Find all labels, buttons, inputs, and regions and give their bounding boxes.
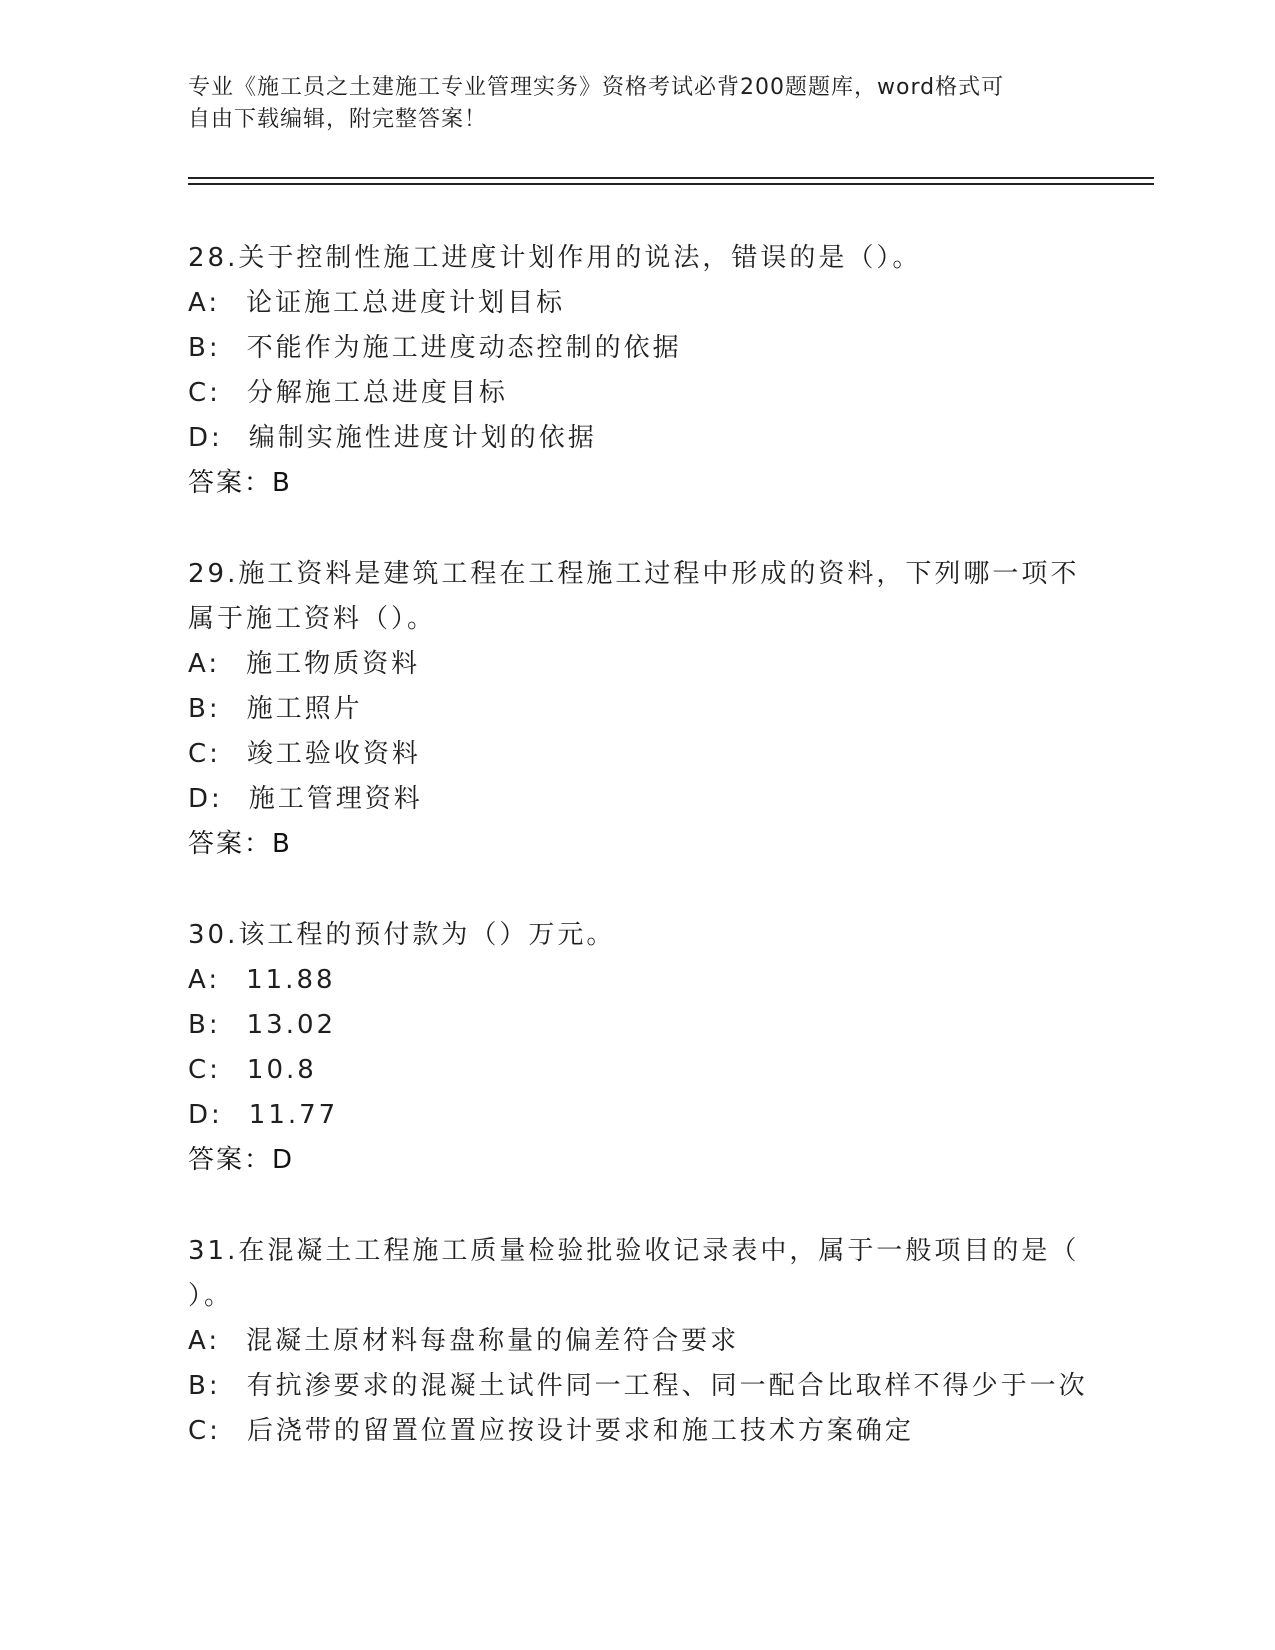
answer-line: 答案：B (188, 468, 292, 498)
option-row (188, 1048, 1088, 1093)
option-row (188, 1003, 1088, 1048)
option-text: 后浇带的留置位置应按设计要求和施工技术方案确定 (246, 1416, 914, 1446)
answer-line: 答案：B (188, 829, 292, 859)
document-header (188, 72, 1068, 136)
option-row (188, 1093, 1088, 1138)
header-line-1: 专业《施工员之土建施工专业管理实务》资格考试必背200题题库，word格式可 (188, 75, 1005, 100)
option-row (188, 281, 1088, 326)
question-block (188, 236, 1088, 506)
question-stem: ）。 (188, 1281, 234, 1311)
option-key: C: (188, 1055, 221, 1085)
option-row (188, 732, 1088, 777)
option-row (188, 1409, 1088, 1454)
option-row (188, 326, 1088, 371)
header-divider-bottom (188, 183, 1154, 185)
option-row (188, 687, 1088, 732)
answer-line: 答案：D (188, 1145, 295, 1175)
header-line-2: 自由下载编辑，附完整答案！ (188, 107, 488, 132)
option-key: B: (188, 694, 221, 724)
option-text: 施工照片 (246, 694, 363, 724)
question-list (188, 236, 1088, 1500)
option-text: 10.8 (246, 1055, 317, 1085)
option-text: 混凝土原材料每盘称量的偏差符合要求 (246, 1326, 740, 1356)
question-stem: 31.在混凝土工程施工质量检验批验收记录表中，属于一般项目的是（ (188, 1236, 1080, 1266)
question-stem: 28.关于控制性施工进度计划作用的说法，错误的是（）。 (188, 243, 922, 273)
option-text: 13.02 (246, 1010, 337, 1040)
option-row (188, 1364, 1088, 1409)
option-key: B: (188, 1371, 221, 1401)
option-key: D: (188, 1100, 223, 1130)
option-row (188, 416, 1088, 461)
option-key: A: (188, 965, 221, 995)
question-stem: 29.施工资料是建筑工程在工程施工过程中形成的资料，下列哪一项不 (188, 559, 1080, 589)
option-row (188, 371, 1088, 416)
option-text: 施工管理资料 (248, 784, 423, 814)
option-key: B: (188, 1010, 221, 1040)
option-key: C: (188, 378, 221, 408)
option-row (188, 1319, 1088, 1364)
option-text: 论证施工总进度计划目标 (246, 288, 566, 318)
header-divider-top (188, 177, 1154, 179)
option-key: D: (188, 784, 223, 814)
option-text: 11.88 (246, 965, 336, 995)
option-key: C: (188, 739, 221, 769)
question-stem: 30.该工程的预付款为（）万元。 (188, 920, 616, 950)
option-text: 11.77 (248, 1100, 339, 1130)
option-text: 有抗渗要求的混凝土试件同一工程、同一配合比取样不得少于一次 (246, 1371, 1088, 1401)
option-text: 编制实施性进度计划的依据 (248, 423, 597, 453)
option-key: B: (188, 333, 221, 363)
question-block (188, 1229, 1088, 1454)
option-text: 不能作为施工进度动态控制的依据 (246, 333, 682, 363)
option-text: 分解施工总进度目标 (246, 378, 508, 408)
option-key: D: (188, 423, 223, 453)
option-key: C: (188, 1416, 221, 1446)
question-block (188, 913, 1088, 1183)
option-text: 施工物质资料 (246, 649, 421, 679)
question-block (188, 552, 1088, 867)
option-row (188, 642, 1088, 687)
option-text: 竣工验收资料 (246, 739, 421, 769)
question-stem: 属于施工资料（）。 (188, 604, 437, 634)
option-key: A: (188, 288, 221, 318)
option-row (188, 777, 1088, 822)
option-key: A: (188, 1326, 221, 1356)
option-key: A: (188, 649, 221, 679)
option-row (188, 958, 1088, 1003)
